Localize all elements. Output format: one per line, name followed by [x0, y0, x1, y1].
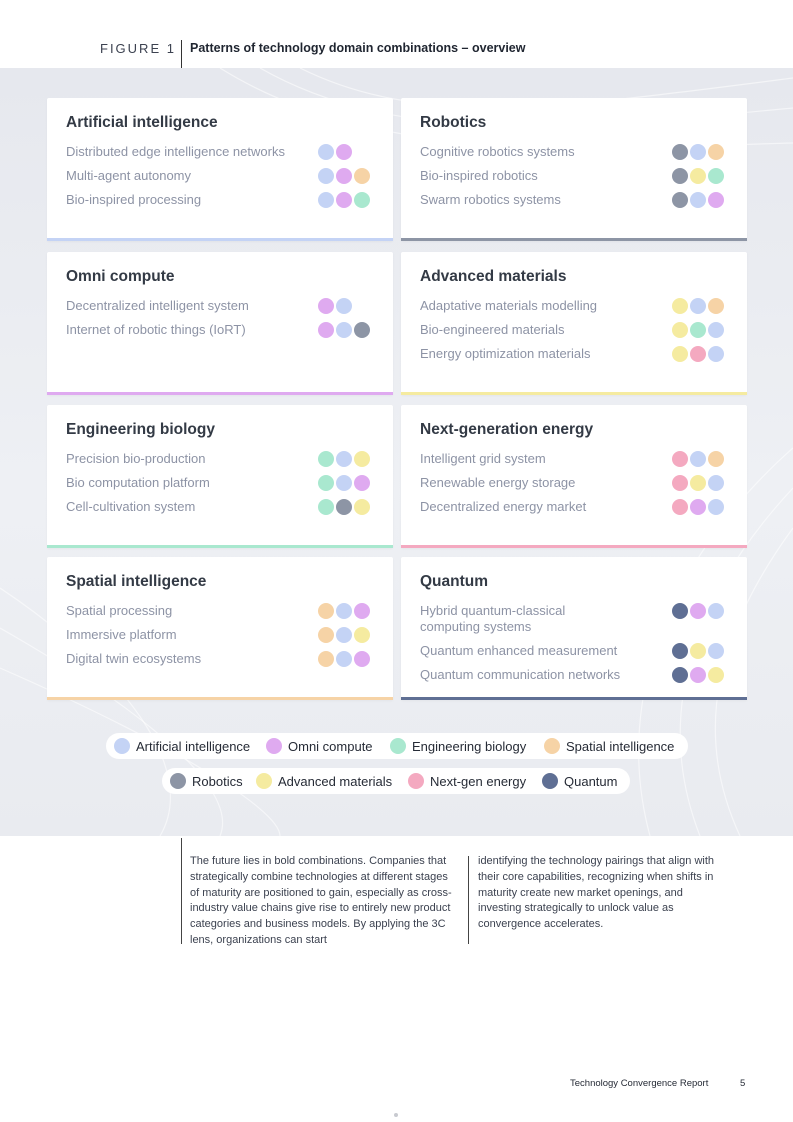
combination-item [66, 627, 396, 647]
combination-item [420, 475, 750, 495]
domain-dots [672, 603, 732, 619]
combination-item [420, 192, 750, 212]
domain-dot-robotics [672, 144, 688, 160]
combination-item [420, 451, 750, 471]
domain-dot-ai [336, 298, 352, 314]
domain-dots [672, 499, 732, 515]
combination-item [420, 144, 750, 164]
domain-dots [672, 667, 732, 683]
domain-dot-ai [708, 475, 724, 491]
legend-label: Robotics [192, 774, 243, 789]
domain-dot-robotics [672, 168, 688, 184]
card-accent-bar [47, 392, 393, 395]
legend-label: Artificial intelligence [136, 739, 251, 754]
figure-panel [0, 68, 793, 836]
combination-label: Precision bio-production [66, 451, 206, 466]
domain-dots [672, 346, 732, 362]
combination-label: Immersive platform [66, 627, 177, 642]
combination-item [66, 322, 396, 342]
domain-dots [672, 192, 732, 208]
domain-dots [318, 192, 378, 208]
legend-label: Next-gen energy [430, 774, 527, 789]
combination-label: Decentralized intelligent system [66, 298, 249, 313]
legend-label: Omni compute [288, 739, 373, 754]
domain-dot-quantum [672, 603, 688, 619]
combination-label: Renewable energy storage [420, 475, 576, 490]
domain-dot-spatial [318, 651, 334, 667]
combination-label: Hybrid quantum-classical computing systems [420, 603, 566, 634]
combination-label: Quantum communication networks [420, 667, 621, 682]
combination-label: Bio-inspired processing [66, 192, 202, 207]
domain-dots [672, 322, 732, 338]
combination-item [66, 475, 396, 495]
combination-label: Intelligent grid system [420, 451, 546, 466]
domain-dot-ai [336, 451, 352, 467]
domain-dot-bio [318, 499, 334, 515]
domain-dot-materials [672, 346, 688, 362]
combination-label: Distributed edge intelligence networks [66, 144, 285, 159]
combination-label: Multi-agent autonomy [66, 168, 192, 183]
domain-dot-ai [318, 144, 334, 160]
domain-dots [318, 451, 378, 467]
combination-item [420, 643, 750, 663]
legend-dot-ai [114, 738, 130, 754]
card-advanced-materials [401, 252, 747, 395]
card-engineering-biology [47, 405, 393, 548]
combination-label: Quantum enhanced measurement [420, 643, 618, 658]
domain-dot-materials [690, 168, 706, 184]
domain-dot-omni [708, 192, 724, 208]
legend-dot-bio [390, 738, 406, 754]
card-accent-bar [47, 545, 393, 548]
column-rule-left [181, 838, 182, 944]
domain-dot-ai [690, 451, 706, 467]
card-title: Artificial intelligence [66, 114, 218, 131]
domain-dot-spatial [354, 168, 370, 184]
card-title: Spatial intelligence [66, 573, 207, 590]
domain-dot-energy [672, 499, 688, 515]
domain-dot-ai [690, 298, 706, 314]
card-title: Advanced materials [420, 268, 567, 285]
domain-dot-ai [318, 192, 334, 208]
combination-item [420, 346, 750, 366]
domain-dot-ai [708, 643, 724, 659]
domain-dot-spatial [708, 144, 724, 160]
combination-item [66, 451, 396, 471]
domain-dot-materials [690, 643, 706, 659]
domain-dot-materials [354, 499, 370, 515]
combination-label: Bio-engineered materials [420, 322, 565, 337]
combination-item [66, 499, 396, 519]
card-robotics [401, 98, 747, 241]
domain-dot-ai [336, 603, 352, 619]
combination-item [420, 667, 750, 687]
domain-dot-omni [690, 499, 706, 515]
domain-dot-ai [708, 499, 724, 515]
domain-dot-omni [354, 475, 370, 491]
combination-label: Energy optimization materials [420, 346, 591, 361]
domain-dot-omni [336, 144, 352, 160]
legend-label: Advanced materials [278, 774, 393, 789]
combination-item [66, 298, 396, 318]
legend-label: Engineering biology [412, 739, 527, 754]
card-omni-compute [47, 252, 393, 395]
combination-label: Digital twin ecosystems [66, 651, 202, 666]
domain-dots [318, 651, 378, 667]
figure-header [0, 40, 793, 68]
domain-dot-quantum [672, 667, 688, 683]
domain-dot-ai [690, 192, 706, 208]
domain-dot-ai [336, 627, 352, 643]
domain-dots [318, 627, 378, 643]
card-title: Robotics [420, 114, 487, 131]
legend-row-2 [162, 768, 630, 794]
card-title: Omni compute [66, 268, 175, 285]
domain-dots [318, 499, 378, 515]
domain-dots [672, 643, 732, 659]
domain-dot-robotics [354, 322, 370, 338]
column-rule-middle [468, 856, 469, 944]
card-accent-bar [401, 238, 747, 241]
legend-dot-robotics [170, 773, 186, 789]
card-accent-bar [401, 392, 747, 395]
card-next-generation-energy [401, 405, 747, 548]
domain-dot-materials [672, 298, 688, 314]
domain-dot-energy [690, 346, 706, 362]
domain-dot-bio [690, 322, 706, 338]
legend-dot-quantum [542, 773, 558, 789]
footer-dot [394, 1113, 398, 1117]
footer-page-number: 5 [740, 1078, 746, 1089]
domain-dot-spatial [708, 451, 724, 467]
domain-dot-bio [318, 451, 334, 467]
domain-dots [672, 168, 732, 184]
domain-dot-materials [690, 475, 706, 491]
legend-row-1 [106, 733, 688, 759]
domain-dot-materials [708, 667, 724, 683]
combination-item [66, 192, 396, 212]
domain-dot-energy [672, 475, 688, 491]
domain-dot-spatial [318, 603, 334, 619]
figure-label: FIGURE 1 [100, 41, 176, 56]
domain-dot-bio [708, 168, 724, 184]
domain-dots [318, 144, 378, 160]
domain-dot-omni [354, 651, 370, 667]
figure-divider [181, 40, 182, 68]
combination-label: Adaptative materials modelling [420, 298, 598, 313]
card-title: Engineering biology [66, 421, 215, 438]
card-spatial-intelligence [47, 557, 393, 700]
domain-dot-robotics [336, 499, 352, 515]
domain-dot-ai [336, 651, 352, 667]
domain-dot-materials [672, 322, 688, 338]
combination-label: Decentralized energy market [420, 499, 587, 514]
domain-dot-ai [336, 322, 352, 338]
combination-label: Bio-inspired robotics [420, 168, 538, 183]
combination-item [420, 298, 750, 318]
legend-label: Quantum [564, 774, 618, 789]
combination-label: Internet of robotic things (IoRT) [66, 322, 246, 337]
domain-dot-bio [318, 475, 334, 491]
figure-title: Patterns of technology domain combinations – overview [190, 41, 526, 55]
card-title: Quantum [420, 573, 489, 590]
card-title: Next-generation energy [420, 421, 594, 438]
legend-dot-energy [408, 773, 424, 789]
domain-dot-omni [354, 603, 370, 619]
domain-dots [672, 451, 732, 467]
combination-label: Swarm robotics systems [420, 192, 561, 207]
domain-dot-omni [690, 667, 706, 683]
combination-item [420, 603, 750, 634]
domain-dot-omni [336, 192, 352, 208]
domain-dot-ai [708, 346, 724, 362]
domain-dot-ai [318, 168, 334, 184]
combination-item [66, 144, 396, 164]
domain-dots [672, 475, 732, 491]
domain-dot-spatial [708, 298, 724, 314]
domain-dot-ai [690, 144, 706, 160]
domain-dot-bio [354, 192, 370, 208]
domain-dots [318, 603, 378, 619]
legend-dot-omni [266, 738, 282, 754]
domain-dot-spatial [318, 627, 334, 643]
combination-item [420, 499, 750, 519]
card-accent-bar [47, 238, 393, 241]
domain-dot-materials [354, 451, 370, 467]
domain-dots [318, 298, 378, 314]
domain-dots [318, 475, 378, 491]
footer-report-title: Technology Convergence Report [570, 1078, 709, 1089]
domain-dots [672, 144, 732, 160]
combination-item [66, 603, 396, 623]
combination-item [66, 651, 396, 671]
combination-label: Cognitive robotics systems [420, 144, 575, 159]
legend-dot-materials [256, 773, 272, 789]
domain-dot-ai [708, 322, 724, 338]
domain-dots [672, 298, 732, 314]
domain-dot-energy [672, 451, 688, 467]
domain-dot-omni [336, 168, 352, 184]
domain-dot-ai [336, 475, 352, 491]
domain-dot-ai [708, 603, 724, 619]
combination-item [66, 168, 396, 188]
card-quantum [401, 557, 747, 700]
legend-label: Spatial intelligence [566, 739, 675, 754]
domain-dot-omni [690, 603, 706, 619]
domain-dots [318, 322, 378, 338]
card-artificial-intelligence [47, 98, 393, 241]
legend-dot-spatial [544, 738, 560, 754]
body-text-column-1: The future lies in bold combinations. Companies that strategically combine technologies at different stages of maturity are positioned to gain, especially as cross-industry value chains give rise to entirely new product categories and business models. By applying the 3C lens, organizations can start [190, 855, 452, 946]
domain-dot-materials [354, 627, 370, 643]
domain-dot-omni [318, 298, 334, 314]
combination-item [420, 322, 750, 342]
combination-label: Cell-cultivation system [66, 499, 196, 514]
domain-dot-omni [318, 322, 334, 338]
card-accent-bar [401, 545, 747, 548]
domain-dot-quantum [672, 643, 688, 659]
card-accent-bar [401, 697, 747, 700]
domain-dots [318, 168, 378, 184]
domain-dot-robotics [672, 192, 688, 208]
card-accent-bar [47, 697, 393, 700]
body-text-column-2: identifying the technology pairings that align with their core capabilities, recognizing when shifts in maturity create new market openings, and investing strategically to unlock value as convergence accelerates. [478, 855, 715, 931]
combination-label: Bio computation platform [66, 475, 210, 490]
combination-item [420, 168, 750, 188]
combination-label: Spatial processing [66, 603, 173, 618]
